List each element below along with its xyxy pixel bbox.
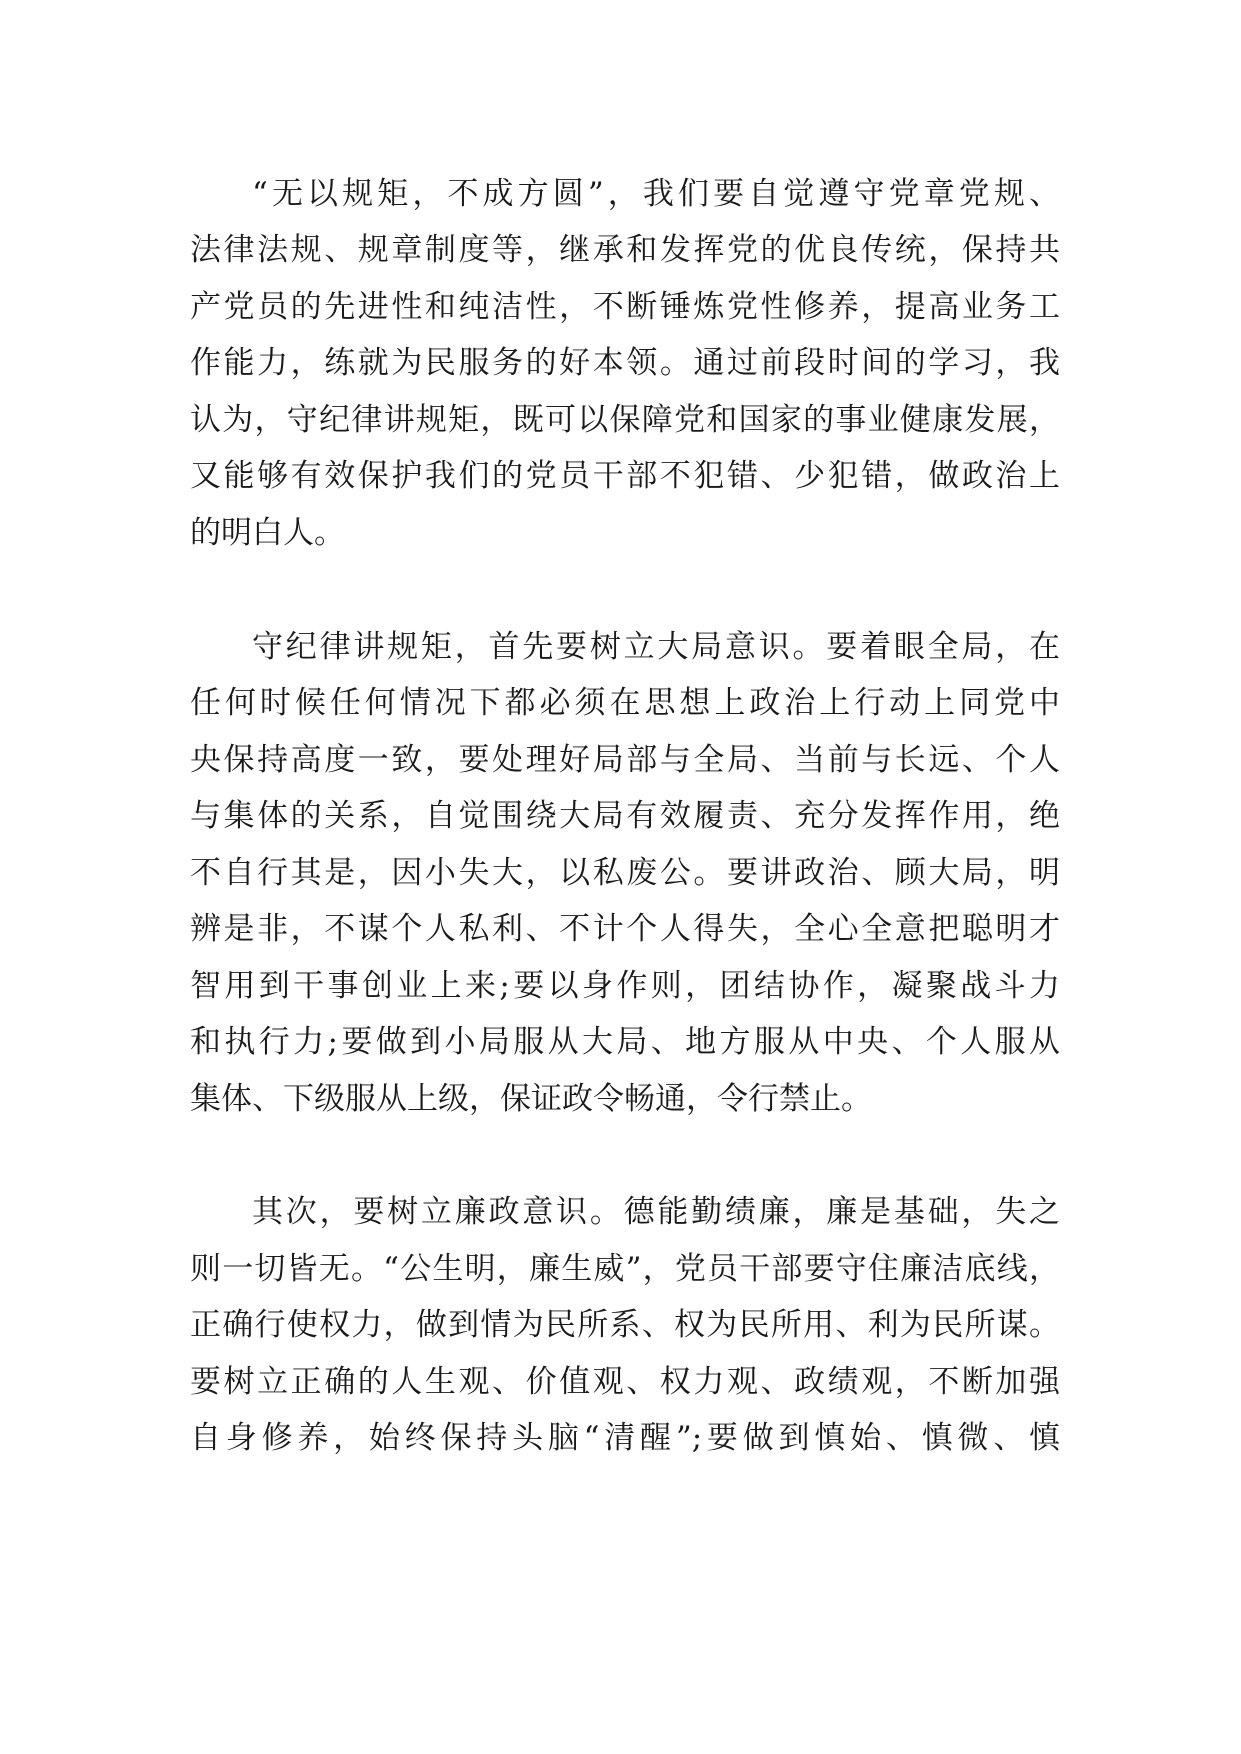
text-line: 自身修养，始终保持头脑“清醒”;要做到慎始、慎微、慎 <box>190 1420 1060 1456</box>
text-line: 守纪律讲规矩，首先要树立大局意识。要着眼全局，在 <box>252 629 1060 665</box>
text-line: 法律法规、规章制度等，继承和发挥党的优良传统，保持共 <box>190 232 1060 268</box>
text-line: 其次，要树立廉政意识。德能勤绩廉，廉是基础，失之 <box>252 1194 1060 1230</box>
text-line: 任何时候任何情况下都必须在思想上政治上行动上同党中 <box>190 685 1060 721</box>
text-line: “无以规矩，不成方圆”，我们要自觉遵守党章党规、 <box>252 176 1060 212</box>
text-line: 智用到干事创业上来;要以身作则，团结协作，凝聚战斗力 <box>190 968 1060 1004</box>
text-line: 和执行力;要做到小局服从大局、地方服从中央、个人服从 <box>190 1024 1060 1060</box>
text-line: 不自行其是，因小失大，以私废公。要讲政治、顾大局，明 <box>190 855 1060 891</box>
text-line: 要树立正确的人生观、价值观、权力观、政绩观，不断加强 <box>190 1364 1060 1400</box>
text-line: 央保持高度一致，要处理好局部与全局、当前与长远、个人 <box>190 742 1060 778</box>
text-line: 辨是非，不谋个人私利、不计个人得失，全心全意把聪明才 <box>190 911 1060 947</box>
text-line: 与集体的关系，自觉围绕大局有效履责、充分发挥作用，绝 <box>190 798 1060 834</box>
text-line: 又能够有效保护我们的党员干部不犯错、少犯错，做政治上 <box>190 458 1060 494</box>
text-line: 正确行使权力，做到情为民所系、权为民所用、利为民所谋。 <box>190 1307 1060 1343</box>
text-line: 的明白人。 <box>190 515 345 551</box>
text-line: 集体、下级服从上级，保证政令畅通，令行禁止。 <box>190 1081 872 1117</box>
text-line: 认为，守纪律讲规矩，既可以保障党和国家的事业健康发展， <box>190 402 1060 438</box>
text-line: 产党员的先进性和纯洁性，不断锤炼党性修养，提高业务工 <box>190 289 1060 325</box>
text-line: 则一切皆无。“公生明，廉生威”，党员干部要守住廉洁底线， <box>190 1251 1060 1287</box>
text-line: 作能力，练就为民服务的好本领。通过前段时间的学习，我 <box>190 345 1060 381</box>
